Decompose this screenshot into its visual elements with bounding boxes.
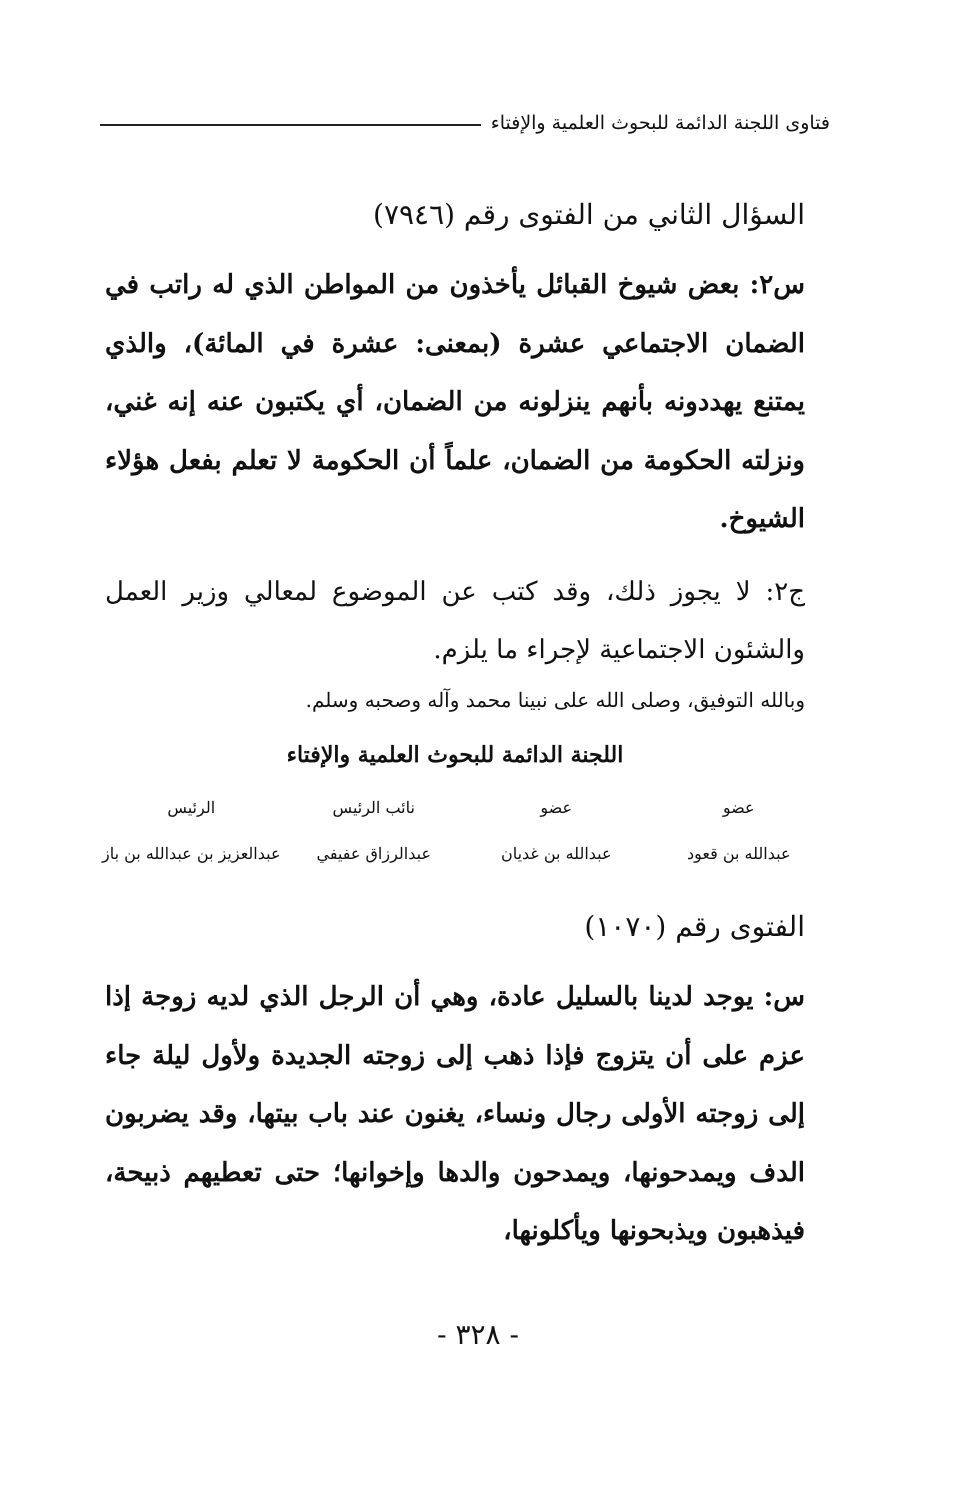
committee-title: اللجنة الدائمة للبحوث العلمية والإفتاء (286, 742, 624, 768)
signatory-president (100, 798, 283, 874)
signatory-name: عبدالله بن قعود (686, 844, 791, 863)
signatory-name: عبدالله بن غديان (500, 844, 612, 863)
fatwa-1070-heading: الفتوى رقم (١٠٧٠) (584, 910, 805, 943)
fatwa-1070-question-text: س: يوجد لدينا بالسليل عادة، وهي أن الرجل الذي لديه زوجة إذا عزم على أن يتزوج فإذا ذهب إلى زوجته الجديدة ولأول ليلة جاء إلى زوجته الأولى رجال ونساء، يغنون عند باب بيتها، وقد يضربون الدف ويمدحونها، ويمدحون والدها وإخوانها؛ حتى تعطيهم ذبيحة، فيذهبون ويذبحونها ويأكلونها، (105, 982, 805, 1246)
fatwa-7946-heading: السؤال الثاني من الفتوى رقم (٧٩٤٦) (373, 198, 805, 231)
signatory-role: عضو (722, 798, 755, 817)
signatory-member-2 (465, 798, 648, 874)
answer-2-text: ج٢: لا يجوز ذلك، وقد كتب عن الموضوع لمعالي وزير العمل والشئون الاجتماعية لإجراء ما يلزم. (105, 577, 805, 665)
signatory-name: عبدالعزيز بن عبدالله بن باز (101, 844, 281, 863)
running-head-rule (100, 124, 481, 126)
signatory-role: نائب الرئيس (332, 798, 415, 817)
signatures-table (100, 798, 830, 874)
page-number: - ٣٢٨ - (437, 1318, 519, 1351)
signatory-name: عبدالرزاق عفيفي (316, 844, 431, 863)
signatory-member-1 (648, 798, 831, 874)
running-head-title: فتاوى اللجنة الدائمة للبحوث العلمية والإفتاء (490, 112, 830, 134)
signatory-vice-president (283, 798, 466, 874)
signatory-role: الرئيس (167, 798, 216, 817)
question-2-text: س٢: بعض شيوخ القبائل يأخذون من المواطن الذي له راتب في الضمان الاجتماعي عشرة (بمعنى: عشرة في المائة)، والذي يمتنع يهددونه بأنهم ينزلونه من الضمان، أي يكتبون عنه إنه غني، ونزلته الحكومة من الضمان، علماً أن الحكومة لا تعلم بفعل هؤلاء الشيوخ. (105, 270, 805, 534)
signatory-role: عضو (540, 798, 573, 817)
closing-formula: وبالله التوفيق، وصلى الله على نبينا محمد وآله وصحبه وسلم. (305, 688, 805, 712)
running-head (100, 112, 830, 134)
